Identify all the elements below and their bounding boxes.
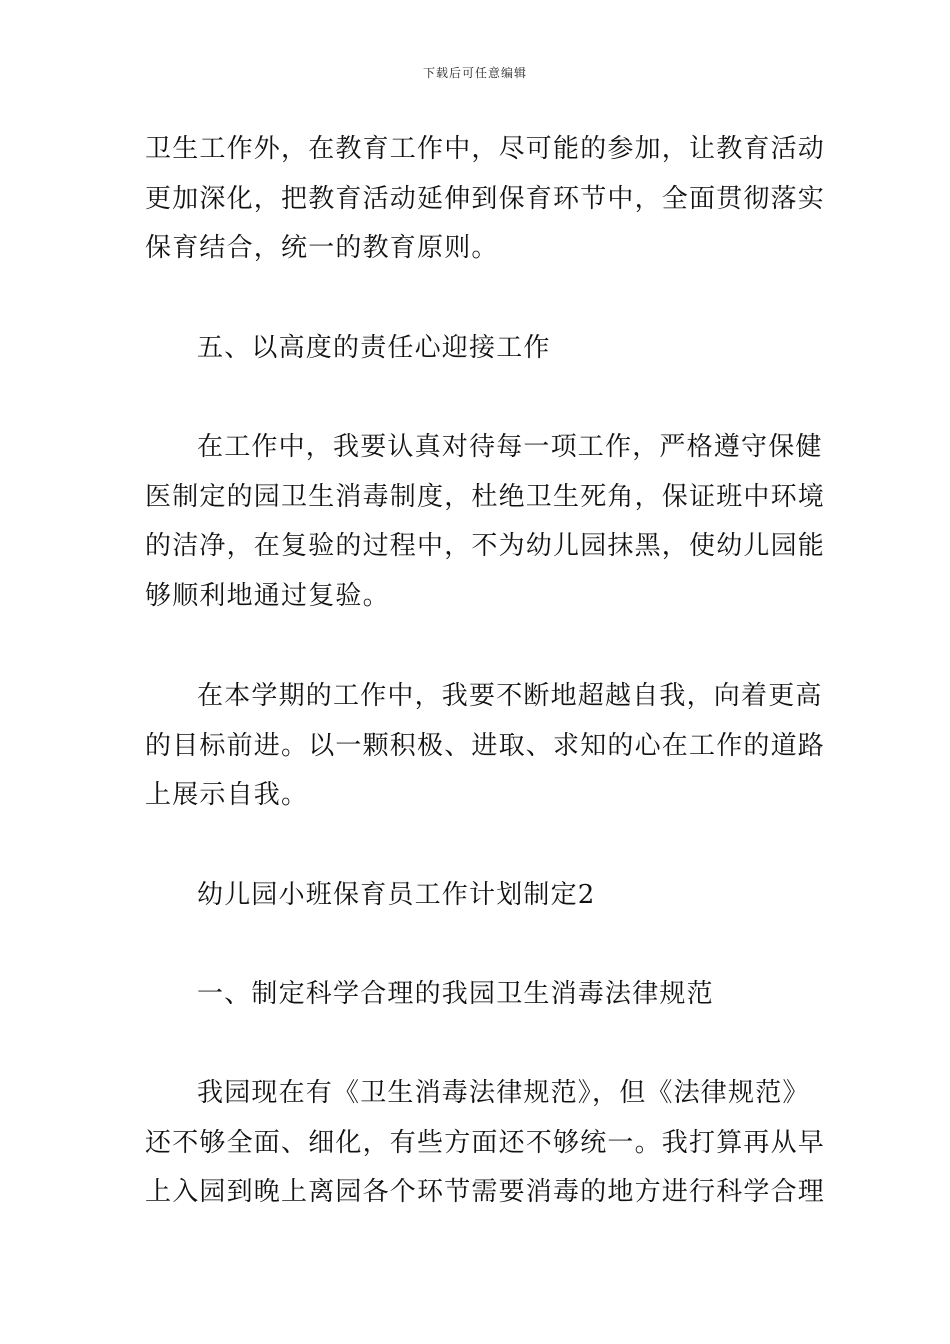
text-line: 医制定的园卫生消毒制度，杜绝卫生死角，保证班中环境 [145,481,826,512]
header-note: 下载后可任意编辑 [422,66,527,80]
document-title [145,871,809,921]
text-line: 五、以高度的责任心迎接工作 [197,333,551,363]
text-line: 更加深化，把教育活动延伸到保育环节中，全面贯彻落实 [145,183,826,214]
text-line: 还不够全面、细化，有些方面还不够统一。我打算再从早 [145,1127,826,1158]
text-line: 上入园到晚上离园各个环节需要消毒的地方进行科学合理 [145,1177,826,1208]
text-line: 幼儿园小班保育员工作计划制定2 [197,880,596,910]
text-line: 的洁净，在复验的过程中，不为幼儿园抹黑，使幼儿园能 [145,531,826,562]
text-line: 的目标前进。以一颗积极、进取、求知的心在工作的道路 [145,730,826,761]
text-line: 够顺利地通过复验。 [145,580,390,611]
section-heading [145,324,809,374]
text-line: 我园现在有《卫生消毒法律规范》，但《法律规范》 [197,1078,810,1108]
text-line: 在工作中，我要认真对待每一项工作，严格遵守保健 [197,432,823,462]
text-line: 一、制定科学合理的我园卫生消毒法律规范 [197,979,714,1009]
section-heading [145,970,809,1020]
paragraph [145,1069,826,1218]
paragraph [145,423,826,621]
text-line: 上展示自我。 [145,780,309,811]
paragraph [145,672,826,821]
paragraph-continuation [145,125,826,274]
text-line: 保育结合，统一的教育原则。 [145,233,499,264]
text-line: 卫生工作外，在教育工作中，尽可能的参加，让教育活动 [145,134,826,164]
text-line: 在本学期的工作中，我要不断地超越自我，向着更高 [197,681,823,711]
